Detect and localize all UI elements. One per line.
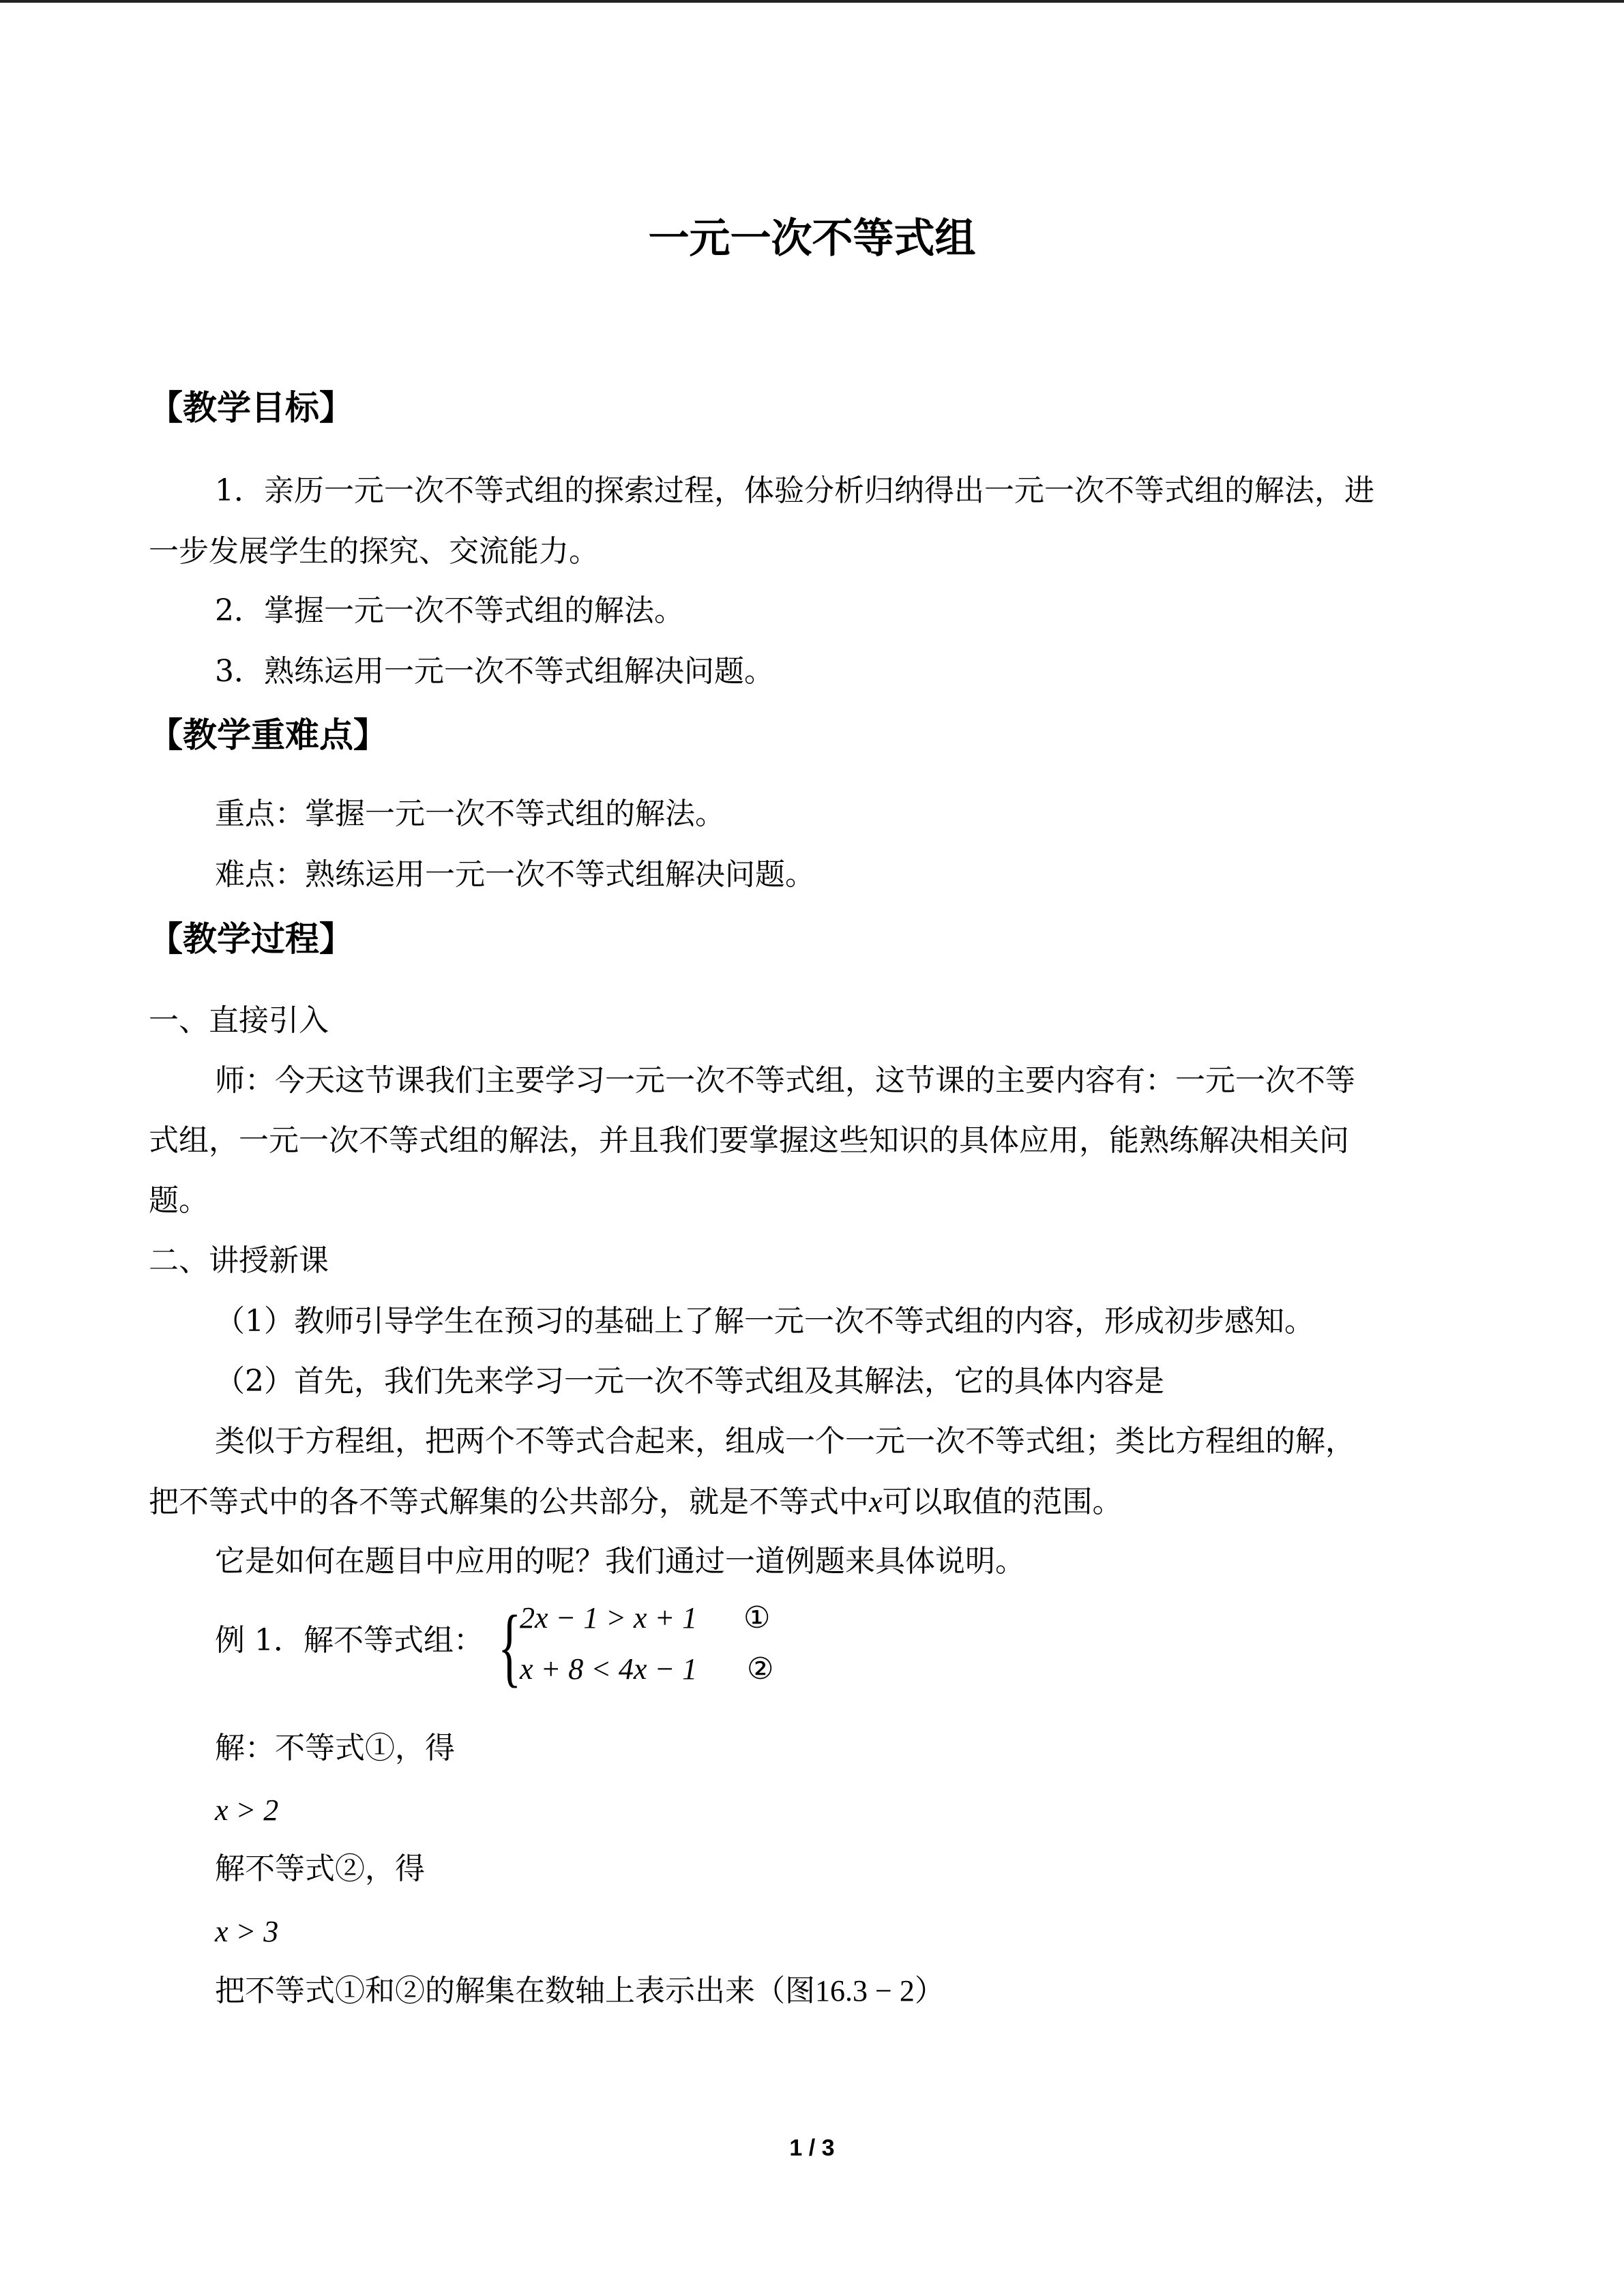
section-heading-process: 【教学过程】 <box>149 919 353 959</box>
inequality-2-marker: ② <box>747 1652 774 1686</box>
transition-sentence: 它是如何在题目中应用的呢？我们通过一道例题来具体说明。 <box>215 1544 1025 1579</box>
page-number: 1 / 3 <box>789 2135 835 2161</box>
page-top-border <box>0 0 1624 3</box>
solution-step-1: 解：不等式①，得 <box>215 1731 455 1765</box>
goal-1-line-1: 1．亲历一元一次不等式组的探索过程，体验分析归纳得出一元一次不等式组的解法，进 <box>215 473 1374 508</box>
system-brace: { <box>498 1598 522 1696</box>
solution-result-1: x > 2 <box>215 1793 279 1827</box>
solution-step-3: 把不等式①和②的解集在数轴上表示出来（图16.3 − 2） <box>215 1973 945 2008</box>
goal-3: 3．熟练运用一元一次不等式组解决问题。 <box>215 654 774 689</box>
inequality-1: 2x − 1 > x + 1 <box>520 1601 698 1635</box>
variable-x: x <box>869 1485 883 1519</box>
teacher-intro-line-1: 师：今天这节课我们主要学习一元一次不等式组，这节课的主要内容有：一元一次不等 <box>215 1063 1355 1098</box>
goal-2: 2．掌握一元一次不等式组的解法。 <box>215 593 684 628</box>
inequality-1-marker: ① <box>743 1600 771 1635</box>
page-title: 一元一次不等式组 <box>648 215 976 263</box>
part-1-heading: 一、直接引入 <box>149 1003 329 1038</box>
step-1: （1）教师引导学生在预习的基础上了解一元一次不等式组的内容，形成初步感知。 <box>215 1304 1314 1339</box>
solution-result-2: x > 3 <box>215 1915 279 1948</box>
analogy-line-2: 把不等式中的各不等式解集的公共部分，就是不等式中x可以取值的范围。 <box>149 1485 1123 1519</box>
key-difficulty: 难点：熟练运用一元一次不等式组解决问题。 <box>215 857 815 892</box>
goal-1-line-2: 一步发展学生的探究、交流能力。 <box>149 534 599 569</box>
teacher-intro-line-2: 式组，一元一次不等式组的解法，并且我们要掌握这些知识的具体应用，能熟练解决相关问 <box>149 1123 1349 1158</box>
solution-step-2: 解不等式②，得 <box>215 1851 425 1886</box>
example-1-label: 例 1．解不等式组： <box>215 1623 484 1658</box>
inequality-2: x + 8 < 4x − 1 <box>520 1652 698 1686</box>
key-focus: 重点：掌握一元一次不等式组的解法。 <box>215 796 725 831</box>
step-2: （2）首先，我们先来学习一元一次不等式组及其解法，它的具体内容是 <box>215 1364 1164 1399</box>
section-heading-goals: 【教学目标】 <box>149 388 353 428</box>
figure-reference: 16.3 − 2 <box>815 1974 915 2008</box>
analogy-line-1: 类似于方程组，把两个不等式合起来，组成一个一元一次不等式组；类比方程组的解， <box>215 1424 1355 1459</box>
part-2-heading: 二、讲授新课 <box>149 1243 329 1278</box>
teacher-intro-line-3: 题。 <box>149 1183 209 1218</box>
section-heading-keypoints: 【教学重难点】 <box>149 715 387 755</box>
